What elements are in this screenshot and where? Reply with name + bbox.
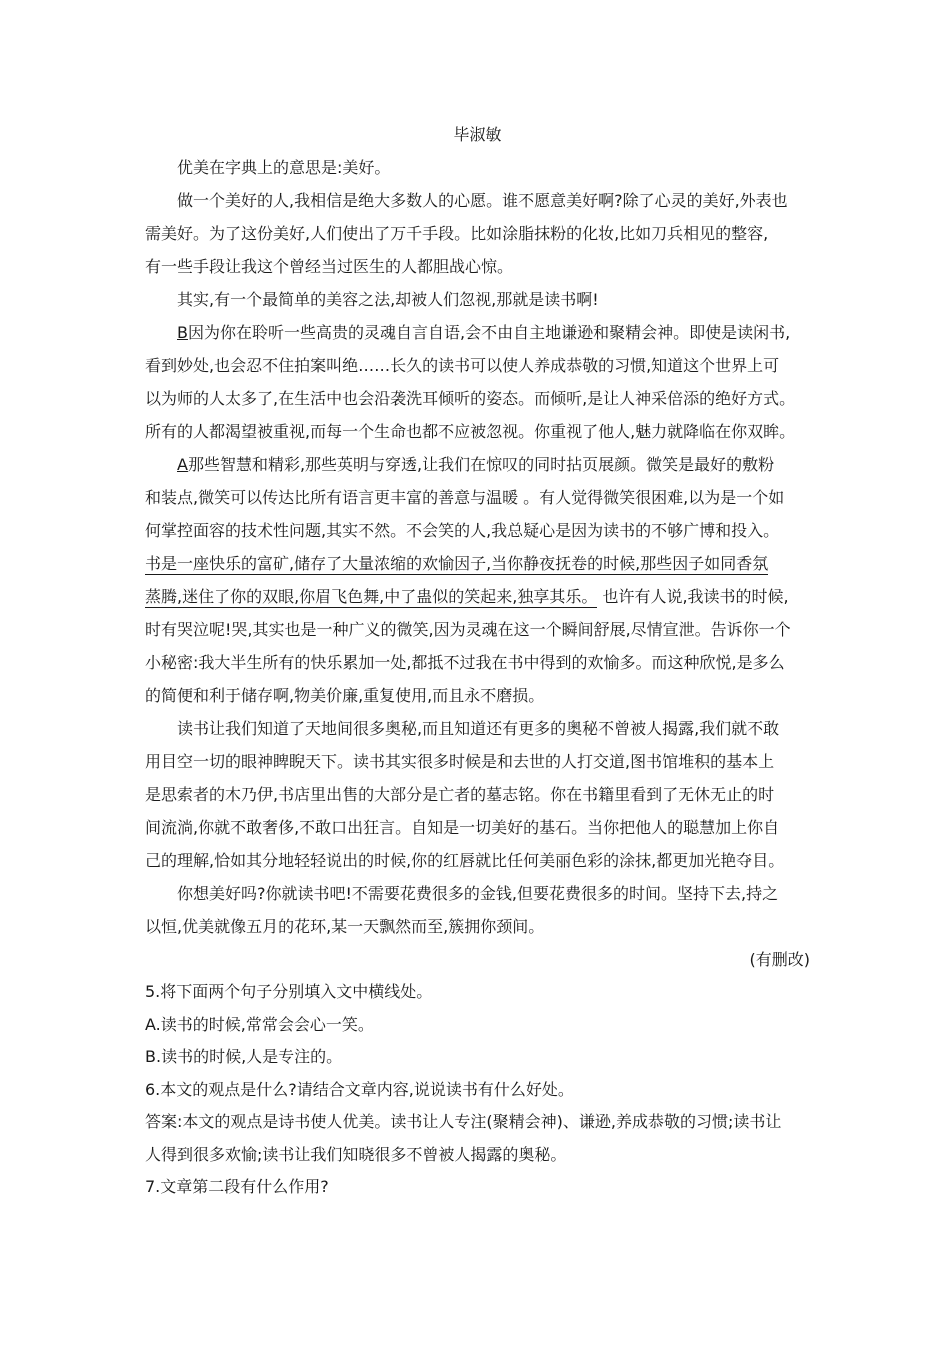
blank-marker-b: B xyxy=(177,323,188,342)
text-line: 有一些手段让我这个曾经当过医生的人都胆战心惊。 xyxy=(145,257,514,276)
text-line xyxy=(145,580,810,613)
text-line: 需美好。为了这份美好,人们使出了万千手段。比如涂脂抹粉的化妆,比如刀兵相见的整容, xyxy=(145,224,769,243)
text-line: 以为师的人太多了,在生活中也会沿袭洗耳倾听的姿态。而倾听,是让人神采倍添的绝好方式。 xyxy=(145,389,796,408)
answer-line: 答案:本文的观点是诗书使人优美。读书让人专注(聚精会神)、谦逊,养成恭敬的习惯;读书让 xyxy=(145,1112,782,1131)
text-line xyxy=(145,547,810,580)
text-line: 的简便和利于储存啊,物美价廉,重复使用,而且永不磨损。 xyxy=(145,686,545,705)
text-line: 和装点,微笑可以传达比所有语言更丰富的善意与温暖 。有人觉得微笑很困难,以为是一个如 xyxy=(145,488,785,507)
paragraph-4 xyxy=(145,316,810,448)
text-line: 己的理解,恰如其分地轻轻说出的时候,你的红唇就比任何美丽色彩的涂抹,都更加光艳夺目。 xyxy=(145,851,785,870)
underlined-sentence: 书是一座快乐的富矿,储存了大量浓缩的欢愉因子,当你静夜抚卷的时候,那些因子如同香氛 xyxy=(145,554,769,573)
question-5: 5.将下面两个句子分别填入文中横线处。 xyxy=(145,982,433,1001)
text-line: 做一个美好的人,我相信是绝大多数人的心愿。谁不愿意美好啊?除了心灵的美好,外表也 xyxy=(177,191,788,210)
text-line: 何掌控面容的技术性问题,其实不然。不会笑的人,我总疑心是因为读书的不够广博和投入。 xyxy=(145,521,780,540)
answer-line: 人得到很多欢愉;读书让我们知晓很多不曾被人揭露的奥秘。 xyxy=(145,1144,567,1164)
text-segment: 因为你在聆听一些高贵的灵魂自言自语,会不由自主地谦逊和聚精会神。即使是读闲书, xyxy=(187,323,791,342)
paragraph-2 xyxy=(145,184,810,283)
text-segment: 那些智慧和精彩,那些英明与穿透,让我们在惊叹的同时拈页展颜。微笑是最好的敷粉 xyxy=(187,455,775,474)
text-line: 优美在字典上的意思是:美好。 xyxy=(177,158,391,177)
text-line: 看到妙处,也会忍不住拍案叫绝……长久的读书可以使人养成恭敬的习惯,知道这个世界上可 xyxy=(145,356,780,375)
paragraph-6 xyxy=(145,712,810,877)
text-line: 以恒,优美就像五月的花环,某一天飘然而至,簇拥你颈间。 xyxy=(145,917,545,936)
text-segment: 也许有人说,我读书的时候, xyxy=(597,587,789,606)
blank-marker-a: A xyxy=(177,455,188,474)
source-note: (有删改) xyxy=(749,950,810,969)
text-line: 间流淌,你就不敢奢侈,不敢口出狂言。自知是一切美好的基石。当你把他人的聪慧加上你自 xyxy=(145,818,780,837)
paragraph-7 xyxy=(145,877,810,943)
text-line: 读书让我们知道了天地间很多奥秘,而且知道还有更多的奥秘不曾被人揭露,我们就不敢 xyxy=(177,719,780,738)
underlined-sentence: 蒸腾,迷住了你的双眼,你眉飞色舞,中了蛊似的笑起来,独享其乐。 xyxy=(145,587,598,606)
document-page xyxy=(145,118,810,1204)
text-line: 所有的人都渴望被重视,而每一个生命也都不应被忽视。你重视了他人,魅力就降临在你双眸。 xyxy=(145,422,796,441)
author-name: 毕淑敏 xyxy=(453,125,502,144)
paragraph-1 xyxy=(145,151,810,184)
question-6: 6.本文的观点是什么?请结合文章内容,说说读书有什么好处。 xyxy=(145,1079,574,1099)
text-line xyxy=(145,448,810,481)
option-a: A.读书的时候,常常会会心一笑。 xyxy=(145,1014,374,1034)
text-line: 其实,有一个最简单的美容之法,却被人们忽视,那就是读书啊! xyxy=(177,290,599,309)
text-line: 小秘密:我大半生所有的快乐累加一处,都抵不过我在书中得到的欢愉多。而这种欣悦,是多么 xyxy=(145,653,785,672)
option-b: B.读书的时候,人是专注的。 xyxy=(145,1047,343,1066)
text-line: 你想美好吗?你就读书吧!不需要花费很多的金钱,但要花费很多的时间。坚持下去,持之 xyxy=(177,884,779,903)
paragraph-5 xyxy=(145,448,810,712)
question-7: 7.文章第二段有什么作用? xyxy=(145,1177,329,1196)
text-line: 时有哭泣呢!哭,其实也是一种广义的微笑,因为灵魂在这一个瞬间舒展,尽情宣泄。告诉你一个 xyxy=(145,620,791,639)
text-line xyxy=(145,316,810,349)
text-line: 是思索者的木乃伊,书店里出售的大部分是亡者的墓志铭。你在书籍里看到了无休无止的时 xyxy=(145,785,775,804)
paragraph-3 xyxy=(145,283,810,316)
text-line: 用目空一切的眼神睥睨天下。读书其实很多时候是和去世的人打交道,图书馆堆积的基本上 xyxy=(145,752,775,771)
